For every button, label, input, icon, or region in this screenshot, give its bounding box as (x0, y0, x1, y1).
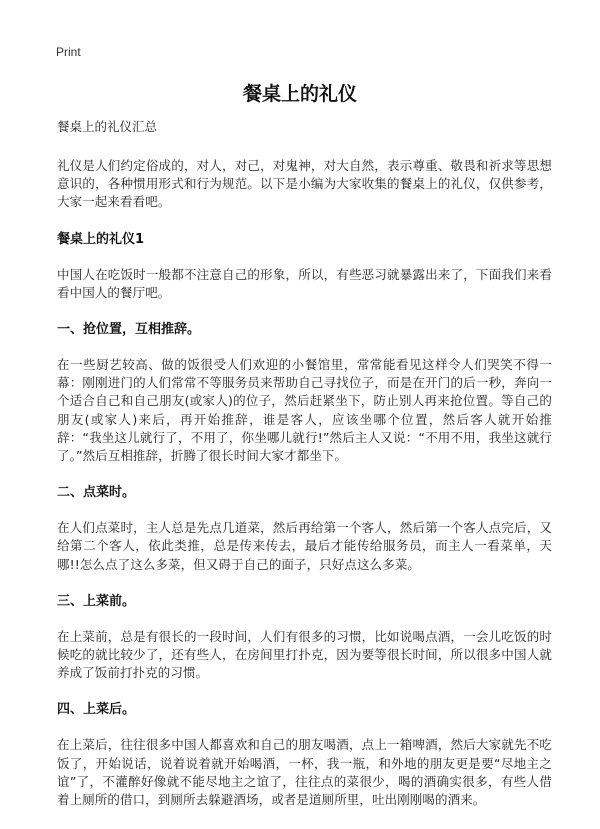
article-content (57, 119, 552, 829)
section-2-paragraph: 在人们点菜时，主人总是先点几道菜，然后再给第一个客人，然后第一个客人点完后，又给第二个客人，依此类推，总是传来传去，最后才能传给服务员，而主人一看菜单，天哪!!怎么点了这么多菜，但又碍于自己的面子，只好点这么多菜。 (57, 520, 552, 572)
section-1-paragraph: 在一些厨艺较高、做的饭很受人们欢迎的小餐馆里，常常能看见这样令人们哭笑不得一幕：刚刚进门的人们常常不等服务员来帮助自己寻找位子，而是在开门的后一秒，奔向一个适合自己和自己朋友(或家人)的位子，然后赶紧坐下，防止别人再来抢位置。等自己的朋友(或家人)来后，再开始推辞，谁是客人，应该坐哪个位置，然后客人就开始推辞：“我坐这儿就行了，不用了，你坐哪儿就行!”然后主人又说：“不用不用，我坐这就行了。”然后互相推辞，折腾了很长时间大家才都坐下。 (57, 357, 552, 464)
section-1-heading: 一、抢位置，互相推辞。 (57, 322, 201, 338)
section-main-paragraph: 中国人在吃饭时一般都不注意自己的形象，所以，有些恶习就暴露出来了，下面我们来看看中国人的餐厅吧。 (57, 266, 552, 300)
section-3-paragraph: 在上菜前，总是有很长的一段时间，人们有很多的习惯，比如说喝点酒，一会儿吃饭的时候吃的就比较少了，还有些人，在房间里打扑克，因为要等很长时间，所以很多中国人就养成了饭前打扑克的习惯。 (57, 628, 552, 681)
section-main-heading: 餐桌上的礼仪1 (57, 231, 145, 247)
page-title: 餐桌上的礼仪 (242, 83, 357, 105)
intro-paragraph: 礼仪是人们约定俗成的，对人，对己，对鬼神，对大自然，表示尊重、敬畏和祈求等思想意识的，各种惯用形式和行为规范。以下是小编为大家收集的餐桌上的礼仪，仅供参考，大家一起来看看吧。 (57, 158, 552, 210)
section-3-heading: 三、上菜前。 (57, 593, 136, 609)
print-link[interactable]: Print (56, 45, 81, 59)
section-2-heading: 二、点菜时。 (57, 485, 136, 501)
section-4-paragraph: 在上菜后，往往很多中国人都喜欢和自己的朋友喝酒，点上一箱啤酒，然后大家就先不吃饭了，开始说话，说着说着就开始喝酒，一杯，我一瓶，和外地的朋友更是要“尽地主之谊”了，不灌醉好像就不能尽地主之谊了，往往点的菜很少，喝的酒确实很多，有些人借着上厕所的借口，到厕所去躲避酒场，或者是道厕所里，吐出刚刚喝的酒来。 (57, 737, 552, 808)
article-subtitle: 餐桌上的礼仪汇总 (57, 119, 158, 134)
section-4-heading: 四、上菜后。 (57, 702, 136, 718)
